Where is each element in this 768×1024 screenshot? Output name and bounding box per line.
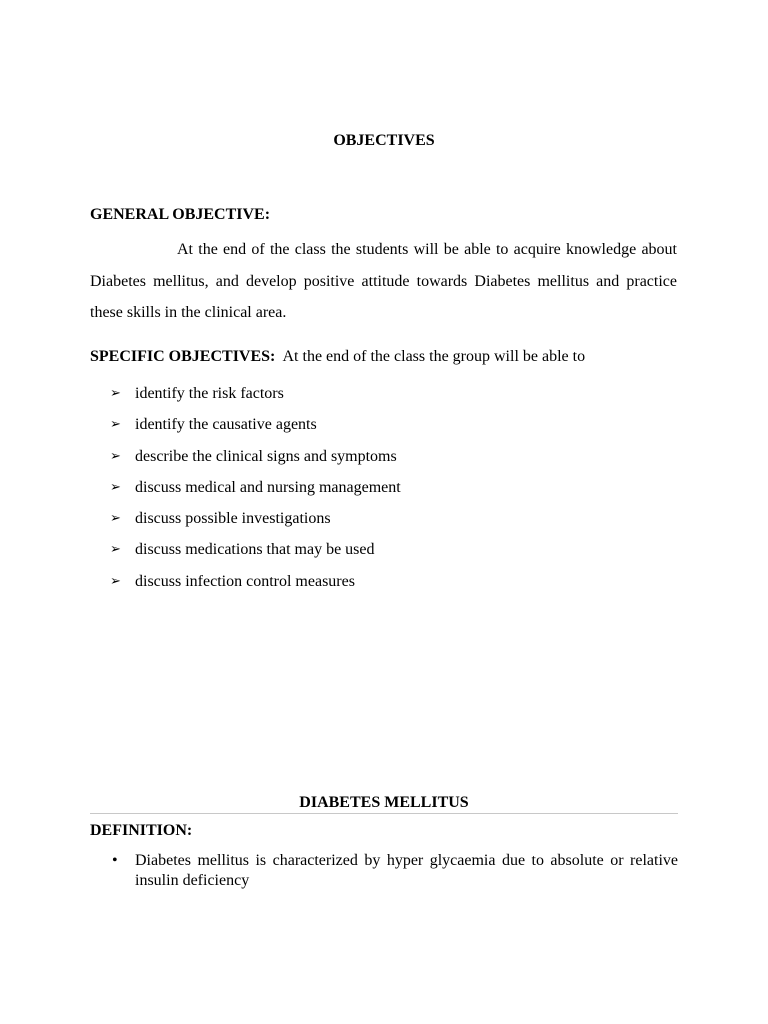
arrowhead-bullet-icon: ➢ [110, 511, 121, 527]
specific-objectives-list [110, 384, 401, 603]
arrowhead-bullet-icon: ➢ [110, 542, 121, 558]
list-item-text: discuss medical and nursing management [135, 478, 401, 496]
list-item [110, 540, 401, 571]
list-item-text: discuss medications that may be used [135, 541, 375, 559]
list-item-text: discuss possible investigations [135, 510, 331, 528]
objectives-title: OBJECTIVES [333, 132, 435, 149]
specific-objectives-heading: SPECIFIC OBJECTIVES: [90, 348, 276, 365]
list-item [110, 415, 401, 446]
arrowhead-bullet-icon: ➢ [110, 448, 121, 464]
general-objective-text: At the end of the class the students will be able to acquire knowledge about Diabetes mellitus, and develop positive attitude towards Diabetes mellitus and practice these skills in the clinical area. [90, 241, 677, 321]
arrowhead-bullet-icon: ➢ [110, 386, 121, 401]
list-item-text: discuss infection control measures [135, 572, 355, 590]
arrowhead-bullet-icon: ➢ [110, 479, 121, 495]
definition-heading: DEFINITION: [90, 822, 193, 839]
list-item-text: describe the clinical signs and symptoms [135, 447, 397, 465]
arrowhead-bullet-icon: ➢ [110, 573, 121, 589]
definition-text: Diabetes mellitus is characterized by hyper glycaemia due to absolute or relative insulin deficiency [135, 852, 678, 889]
definition-list [90, 851, 678, 891]
specific-objectives-row [90, 347, 690, 367]
list-item [110, 447, 401, 478]
list-item-text: identify the risk factors [135, 385, 284, 402]
diabetes-mellitus-title: DIABETES MELLITUS [299, 794, 469, 811]
list-item [110, 384, 401, 415]
list-item [110, 509, 401, 540]
list-item [110, 572, 401, 603]
general-objective-heading: GENERAL OBJECTIVE: [90, 206, 271, 223]
specific-objectives-intro: At the end of the class the group will be able to [282, 348, 586, 365]
arrowhead-bullet-icon: ➢ [110, 417, 121, 433]
list-item [90, 851, 678, 891]
section-divider [90, 813, 678, 814]
round-bullet-icon: • [112, 852, 118, 869]
list-item [110, 478, 401, 509]
list-item-text: identify the causative agents [135, 416, 317, 434]
